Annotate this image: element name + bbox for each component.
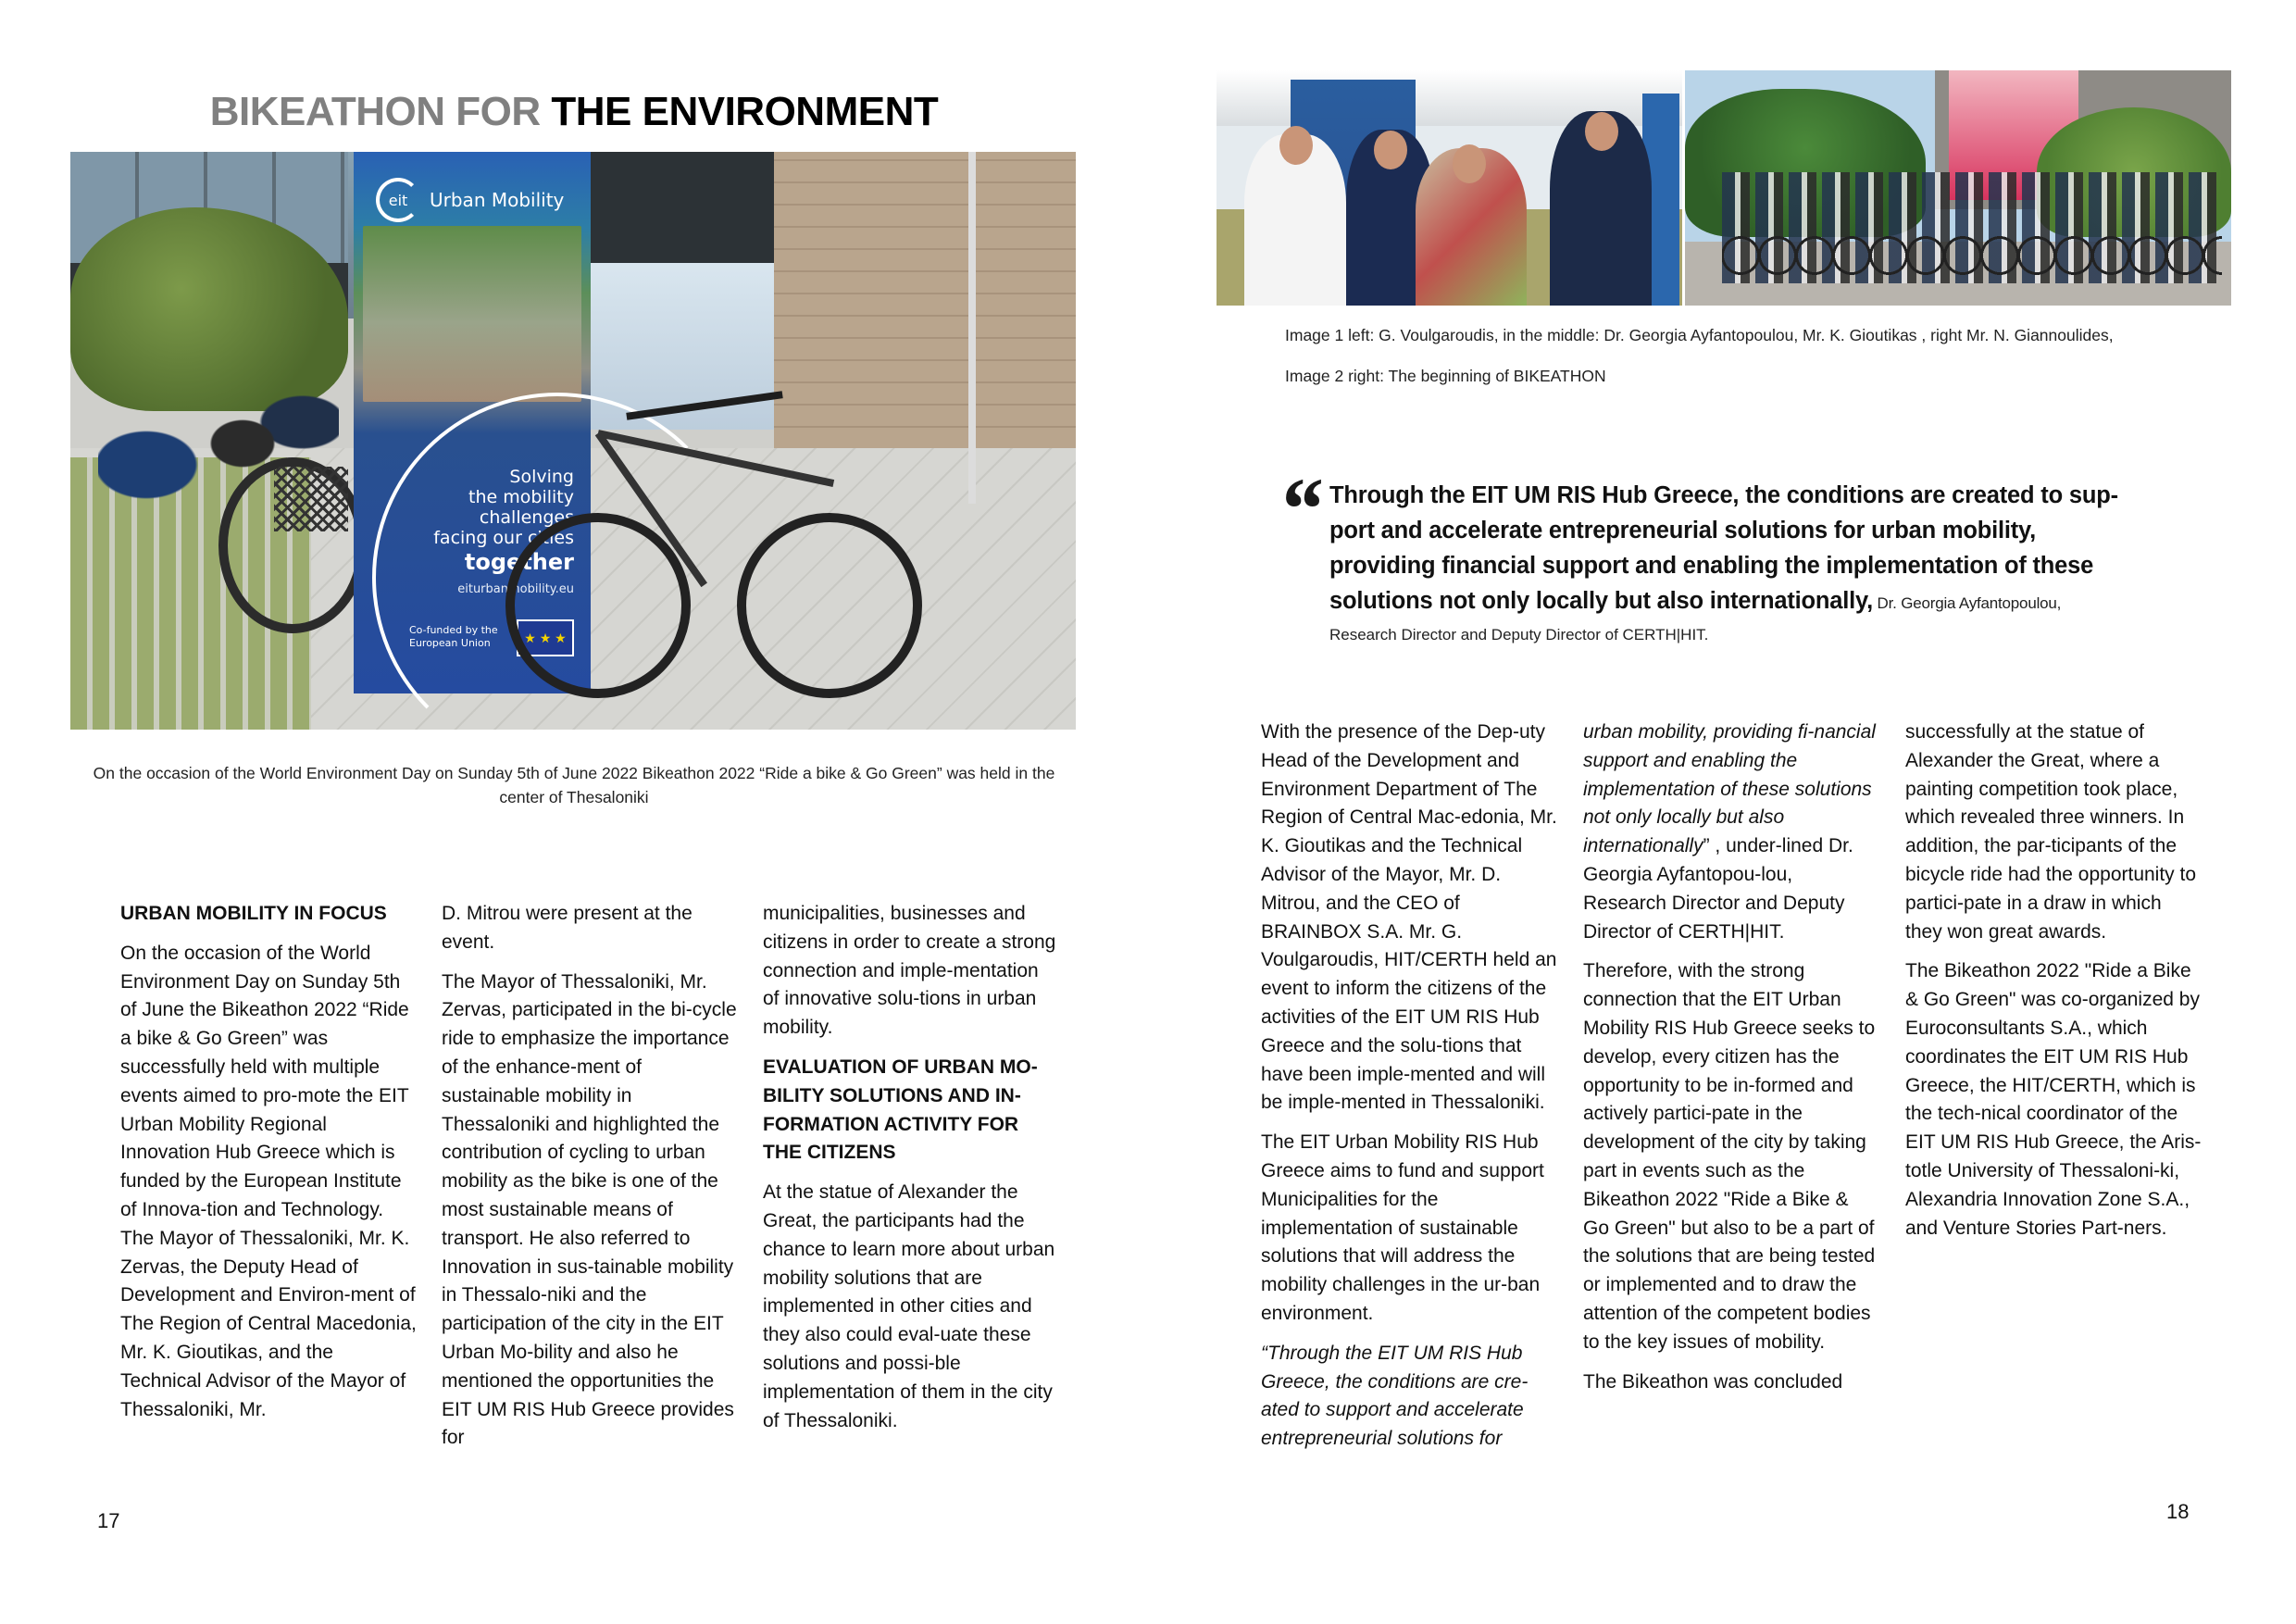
bike-rear-wheel: [505, 513, 691, 698]
paragraph: The Mayor of Thessaloniki, Mr. Zervas, participated in the bi-cycle ride to emphasize the importance of the enhance-ment of sustainable mobility in Thessaloniki and highlighted the contribution of cycling to urban mobility as the bike is one of the most sustainable means of transport. He also referred to Innovation in sus-tainable mobility in Thessalo-niki and the participation of the city in the EIT Urban Mo-bility and also he mentioned the opportunities the EIT UM RIS Hub Greece provides for: [442, 970, 737, 1449]
bikeathon-photo: [70, 152, 1076, 730]
body-column-4: [1261, 718, 1557, 1465]
eu-line: Co-funded by the: [409, 624, 498, 636]
italic-quote: urban mobility, providing fi-nancial support and enabling the implementation of these solutions not only locally but also internationally: [1583, 721, 1876, 857]
photo-pole: [968, 152, 976, 504]
bike-basket: [274, 467, 348, 531]
banner-url: eiturbanmobility.eu: [457, 582, 574, 596]
paragraph: The Bikeathon 2022 "Ride a Bike & Go Green" was co-organized by Euroconsultants S.A., which coordinates the EIT UM RIS Hub Greece, the HIT/CERTH, which is the tech-nical coordinator of the EIT UM RIS Hub Greece, the Aris-totle University of Thessaloni-ki, Alexandria Innovation Zone S.A., and Venture Stories Part-ners.: [1905, 960, 2202, 1239]
section-heading: URBAN MOBILITY IN FOCUS: [120, 903, 387, 924]
caption-image-1: Image 1 left: G. Voulgaroudis, in the middle: Dr. Georgia Ayfantopoulou, Mr. K. Gioutikas , right Mr. N. Giannoulides,: [1285, 326, 2114, 344]
photo-stone-building: [774, 152, 1076, 448]
photo-building-mid: [589, 152, 774, 263]
title-part-black: THE ENVIRONMENT: [551, 89, 939, 134]
body-column-5: [1583, 718, 1879, 1407]
banner-street-scene: [363, 226, 581, 402]
photo-bike-wheels: [1722, 228, 2222, 283]
caption-image-2: Image 2 right: The beginning of BIKEATHON: [1285, 367, 1606, 385]
quote-tail: ” , under-lined Dr. Georgia Ayfantopou-lou, Research Director and Deputy Director of CERTH|HIT.: [1583, 835, 1853, 943]
group-photo-officials: [1217, 70, 1682, 306]
body-column-3: [763, 900, 1059, 1446]
paragraph: The Bikeathon was concluded: [1583, 1370, 1843, 1393]
paragraph: successfully at the statue of Alexander the Great, where a painting competition took place, which revealed three winners. In addition, the par-ticipants of the bicycle ride had the opportunity to partici-pate in a draw in which they won great awards.: [1905, 721, 2197, 943]
quote-attribution: Dr. Georgia Ayfantopoulou,: [1873, 594, 2062, 612]
tagline-line: challenges: [479, 507, 574, 528]
italic-quote: “Through the EIT UM RIS Hub Greece, the conditions are cre-ated to support and accelerate entrepreneurial solutions for: [1261, 1342, 1529, 1450]
paragraph: Therefore, with the strong connection that the EIT Urban Mobility RIS Hub Greece seeks to develop, every citizen has the opportunity to be in-formed and actively partici-pate in the development of the city by taking part in events such as the Bikeathon 2022 "Ride a Bike & Go Green" but also to be a part of the solutions that are being tested or implemented and to draw the attention of the competent bodies to the key issues of mobility.: [1583, 960, 1876, 1353]
eit-logo-icon: eit: [376, 178, 420, 222]
pull-quote: [1278, 459, 2148, 649]
bike-front-wheel: [737, 513, 922, 698]
main-photo-caption: On the occasion of the World Environment Day on Sunday 5th of June 2022 Bikeathon 2022 “Ride a bike & Go Green” was held in the center of Thesaloniki: [93, 764, 1055, 806]
tagline-line: Solving: [509, 467, 574, 487]
paragraph: D. Mitrou were present at the event.: [442, 903, 693, 953]
paragraph: With the presence of the Dep-uty Head of the Development and Environment Department of The Region of Central Mac-edonia, Mr. K. Gioutikas and the Technical Advisor of the Mayor, Mr. D. Mitrou, and the CEO of BRAINBOX S.A. Mr. G. Voulgaroudis, HIT/CERTH held an event to inform the citizens of the activities of the EIT UM RIS Hub Greece and the solu-tions that have been imple-mented and will be imple-mented in Thessaloniki.: [1261, 721, 1557, 1114]
title-part-grey: BIKEATHON FOR: [209, 89, 552, 134]
pull-quote-text: [1329, 478, 2148, 621]
paragraph: The EIT Urban Mobility RIS Hub Greece aims to fund and support Municipalities for the implementation of sustainable solutions that will address the mobility challenges in the ur-ban environment.: [1261, 1131, 1544, 1324]
person-head: [1374, 131, 1407, 169]
tagline-bold: together: [464, 549, 574, 575]
section-heading: EVALUATION OF URBAN MO-BILITY SOLUTIONS AND IN-FORMATION ACTIVITY FOR THE CITIZENS: [763, 1056, 1038, 1164]
paragraph: On the occasion of the World Environment Day on Sunday 5th of June the Bikeathon 2022 “Ride a bike & Go Green” was successfully held with multiple events aimed to pro-mote the EIT Urban Mobility Regional Innovation Hub Greece which is funded by the European Institute of Innova-tion and Technology. The Mayor of Thessaloniki, Mr. K. Zervas, the Deputy Head of Development and Environ-ment of The Region of Central Macedonia, Mr. K. Gioutikas, and the Technical Advisor of the Mayor of Thessaloniki, Mr.: [120, 942, 417, 1420]
person-head: [1585, 112, 1618, 151]
cyclists-photo: [1685, 70, 2231, 306]
tagline-line: the mobility: [468, 487, 574, 507]
eu-flag-icon: ★ ★ ★: [517, 619, 574, 656]
quote-mark-icon: “: [1278, 459, 1322, 558]
eit-logo: [376, 178, 564, 222]
page-title: [0, 89, 1148, 135]
right-photos-caption: [1285, 315, 2229, 396]
quote-role: Research Director and Deputy Director of CERTH|HIT.: [1329, 626, 1709, 643]
body-column-2: [442, 900, 738, 1464]
paragraph: At the statue of Alexander the Great, the participants had the chance to learn more about urban mobility solutions that are implemented in other cities and they also could eval-uate these solutions and possi-ble implementation of them in the city of Thessaloniki.: [763, 1181, 1055, 1431]
paragraph: municipalities, businesses and citizens in order to create a strong connection and imple-mentation of innovative solu-tions in urban mobility.: [763, 903, 1056, 1039]
person-head: [1279, 126, 1313, 165]
page-number: 17: [97, 1509, 120, 1532]
tagline-line: facing our cities: [433, 528, 574, 548]
page-number: 18: [2166, 1500, 2190, 1523]
banner-brand: Urban Mobility: [430, 189, 565, 211]
eu-line: European Union: [409, 637, 491, 649]
quote-body: Through the EIT UM RIS Hub Greece, the conditions are created to sup-port and accelerate entrepreneurial solutions for urban mobility, providing financial support and enabling the implementation of these solutions not only locally but also internationally,: [1329, 482, 2118, 614]
body-column-1: [120, 900, 417, 1435]
person-head: [1453, 144, 1486, 183]
paragraph: [1583, 718, 1879, 946]
body-column-6: [1905, 718, 2202, 1254]
banner-eu-text: [409, 624, 498, 650]
